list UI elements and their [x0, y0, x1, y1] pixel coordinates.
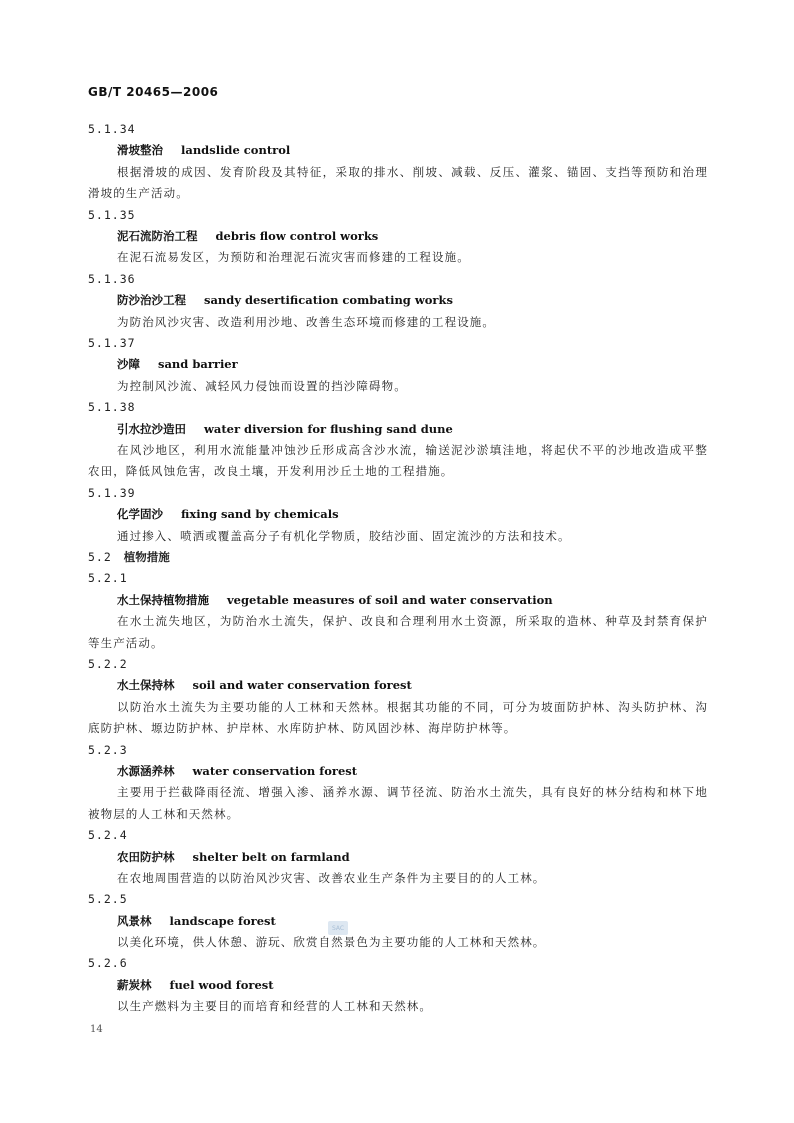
- entry-term: [88, 419, 708, 440]
- entry-definition: 主要用于拦截降雨径流、增强入渗、涵养水源、调节径流、防治水土流失，具有良好的林分结构和林下地被物层的人工林和天然林。: [88, 785, 708, 821]
- entry-number: 5.1.37: [88, 335, 136, 350]
- term-english: vegetable measures of soil and water conservation: [227, 592, 553, 607]
- document-body: [88, 119, 708, 1018]
- entries-5-2: [88, 568, 708, 1017]
- entry-number: 5.2.3: [88, 742, 128, 757]
- entry-term: [88, 354, 708, 375]
- entry-term: [88, 975, 708, 996]
- section-heading: [88, 547, 708, 568]
- term-english: fixing sand by chemicals: [181, 507, 339, 522]
- entry-definition: 以防治水土流失为主要功能的人工林和天然林。根据其功能的不同，可分为坡面防护林、沟头防护林、沟底防护林、塬边防护林、护岸林、水库防护林、防风固沙林、海岸防护林等。: [88, 699, 708, 736]
- entry-term: [88, 226, 708, 247]
- term-english: sandy desertification combating works: [204, 293, 453, 308]
- entry-definition: 在农地周围营造的以防治风沙灾害、改善农业生产条件为主要目的的人工林。: [117, 870, 546, 885]
- term-chinese: 水土保持植物措施: [117, 592, 209, 607]
- entry-definition: 在水土流失地区，为防治水土流失，保护、改良和合理利用水土资源，所采取的造林、种草及封禁育保护等生产活动。: [88, 614, 708, 650]
- term-chinese: 薪炭林: [117, 977, 152, 992]
- term-chinese: 防沙治沙工程: [117, 293, 186, 308]
- term-english: soil and water conservation forest: [192, 678, 412, 693]
- entry-definition: 以美化环境，供人休憩、游玩、欣赏自然景色为主要功能的人工林和天然林。: [117, 935, 546, 950]
- term-english: landscape forest: [169, 913, 276, 928]
- entry-number: 5.1.35: [88, 207, 136, 222]
- entry-term: [88, 290, 708, 311]
- entry-term: [88, 590, 708, 611]
- page-number: 14: [90, 1024, 103, 1035]
- term-english: water conservation forest: [192, 763, 358, 778]
- entry-definition: 在泥石流易发区，为预防和治理泥石流灾害而修建的工程设施。: [117, 250, 470, 265]
- entry-number: 5.2.5: [88, 892, 128, 907]
- document-header: GB/T 20465—2006: [88, 85, 219, 99]
- entry-definition: 根据滑坡的成因、发育阶段及其特征，采取的排水、削坡、减载、反压、灌浆、锚固、支挡等预防和治理滑坡的生产活动。: [88, 164, 708, 201]
- entry-definition: 在风沙地区，利用水流能量冲蚀沙丘形成高含沙水流，输送泥沙淤填洼地，将起伏不平的沙地改造成平整农田，降低风蚀危害，改良土壤，开发利用沙丘土地的工程措施。: [88, 442, 708, 479]
- term-chinese: 农田防护林: [117, 849, 175, 864]
- term-english: shelter belt on farmland: [192, 849, 350, 864]
- entry-number: 5.2.6: [88, 956, 128, 971]
- entry-term: [88, 911, 708, 932]
- term-english: sand barrier: [158, 357, 238, 372]
- entry-number: 5.1.38: [88, 400, 136, 415]
- entry-term: [88, 140, 708, 161]
- term-chinese: 沙障: [117, 357, 140, 372]
- term-english: water diversion for flushing sand dune: [204, 421, 453, 436]
- term-chinese: 水源涵养林: [117, 763, 175, 778]
- entry-number: 5.2.2: [88, 656, 128, 671]
- entry-definition: 通过掺入、喷洒或覆盖高分子有机化学物质，胶结沙面、固定流沙的方法和技术。: [117, 528, 571, 543]
- term-chinese: 滑坡整治: [117, 143, 163, 158]
- term-chinese: 化学固沙: [117, 507, 163, 522]
- section-number: 5.2: [88, 549, 112, 564]
- entry-definition: 为控制风沙流、减轻风力侵蚀而设置的挡沙障碍物。: [117, 378, 407, 393]
- entry-term: [88, 675, 708, 696]
- watermark-logo: SAC: [328, 921, 348, 935]
- entry-definition: 为防治风沙灾害、改造利用沙地、改善生态环境而修建的工程设施。: [117, 314, 495, 329]
- term-english: landslide control: [181, 143, 291, 158]
- term-chinese: 风景林: [117, 913, 152, 928]
- entry-term: [88, 761, 708, 782]
- entry-number: 5.2.1: [88, 571, 128, 586]
- term-english: fuel wood forest: [169, 977, 274, 992]
- entry-number: 5.1.36: [88, 271, 136, 286]
- section-title: 植物措施: [123, 549, 170, 564]
- entry-number: 5.1.34: [88, 122, 136, 136]
- term-chinese: 水土保持林: [117, 678, 175, 693]
- term-chinese: 泥石流防治工程: [117, 228, 198, 243]
- entry-term: [88, 504, 708, 525]
- term-english: debris flow control works: [215, 228, 379, 243]
- entry-definition: 以生产燃料为主要目的而培育和经营的人工林和天然林。: [117, 999, 432, 1014]
- entry-number: 5.1.39: [88, 485, 136, 500]
- term-chinese: 引水拉沙造田: [117, 421, 186, 436]
- entry-term: [88, 847, 708, 868]
- entry-number: 5.2.4: [88, 828, 128, 843]
- entries-5-1: [88, 119, 708, 547]
